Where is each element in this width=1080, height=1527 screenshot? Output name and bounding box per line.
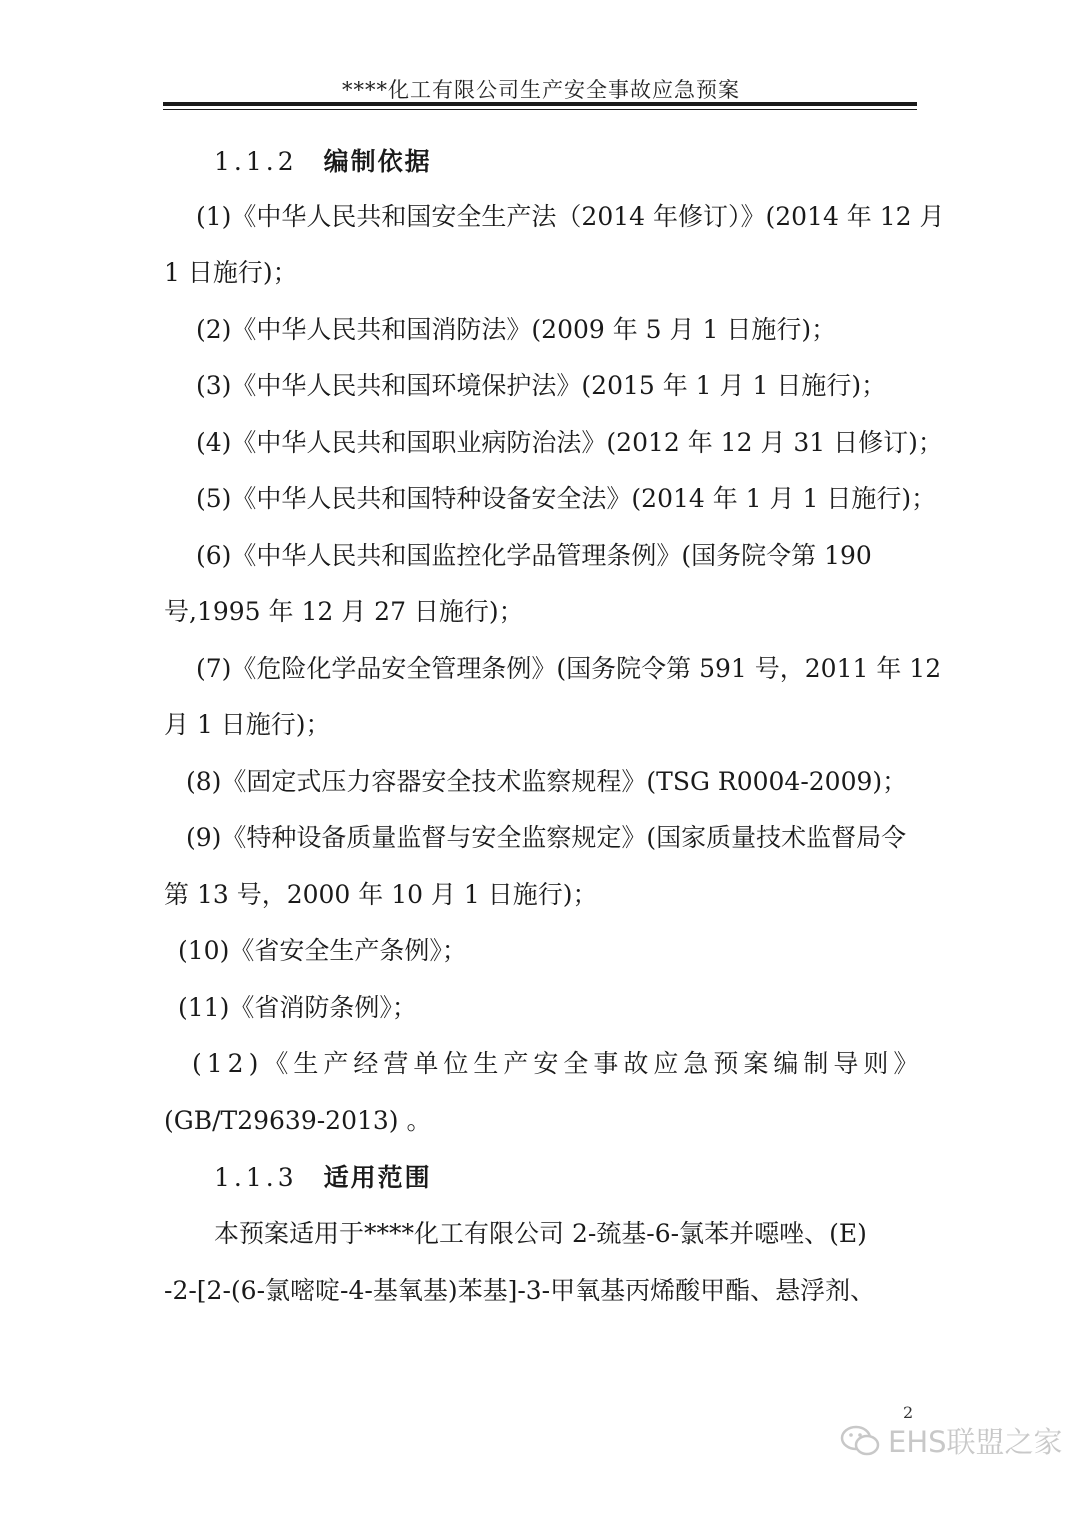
reference-line: (1)《中华人民共和国安全生产法（2014 年修订）》(2014 年 12 月	[196, 202, 945, 231]
watermark	[840, 1420, 1063, 1461]
reference-line: (12)《生产经营单位生产安全事故应急预案编制导则》	[192, 1049, 924, 1078]
reference-line: (11)《省消防条例》；	[178, 993, 417, 1022]
reference-line: (5)《中华人民共和国特种设备安全法》(2014 年 1 月 1 日施行)；	[196, 484, 937, 513]
reference-line: (6)《中华人民共和国监控化学品管理条例》(国务院令第 190	[196, 541, 872, 570]
reference-line: (4)《中华人民共和国职业病防治法》(2012 年 12 月 31 日修订)；	[196, 428, 943, 457]
reference-line: (10)《省安全生产条例》；	[178, 936, 467, 965]
section-number: 1.1.2	[214, 147, 298, 176]
body-paragraph-line: 本预案适用于****化工有限公司 2-巯基-6-氯苯并噁唑、(E)	[214, 1219, 867, 1248]
reference-line: 1 日施行)；	[164, 258, 298, 287]
reference-line: (8)《固定式压力容器安全技术监察规程》(TSG R0004-2009)；	[186, 767, 908, 796]
reference-line: 第 13 号，2000 年 10 月 1 日施行)；	[164, 880, 598, 909]
reference-line: 号,1995 年 12 月 27 日施行)；	[164, 597, 524, 626]
page-number: 2	[903, 1403, 914, 1422]
header-rule-thin	[163, 109, 917, 110]
section-number: 1.1.3	[214, 1163, 298, 1192]
section-title: 适用范围	[323, 1163, 432, 1192]
page-header-title: ****化工有限公司生产安全事故应急预案	[342, 78, 740, 102]
reference-line: (7)《危险化学品安全管理条例》(国务院令第 591 号，2011 年 12	[196, 654, 942, 683]
section-heading-1-1-2	[214, 146, 432, 178]
reference-line: (9)《特种设备质量监督与安全监察规定》(国家质量技术监督局令	[186, 823, 907, 852]
watermark-text: EHS联盟之家	[888, 1425, 1063, 1459]
reference-line: (2)《中华人民共和国消防法》(2009 年 5 月 1 日施行)；	[196, 315, 837, 344]
section-title: 编制依据	[323, 147, 432, 176]
body-paragraph-line: -2-[2-(6-氯嘧啶-4-基氧基)苯基]-3-甲氧基丙烯酸甲酯、悬浮剂、	[164, 1276, 876, 1305]
header-rule-thick	[163, 102, 917, 106]
reference-line: (3)《中华人民共和国环境保护法》(2015 年 1 月 1 日施行)；	[196, 371, 887, 400]
section-heading-1-1-3	[214, 1162, 432, 1194]
reference-line: 月 1 日施行)；	[164, 710, 331, 739]
reference-line: (GB/T29639-2013) 。	[164, 1106, 432, 1135]
chat-bubble-icon	[840, 1424, 880, 1458]
